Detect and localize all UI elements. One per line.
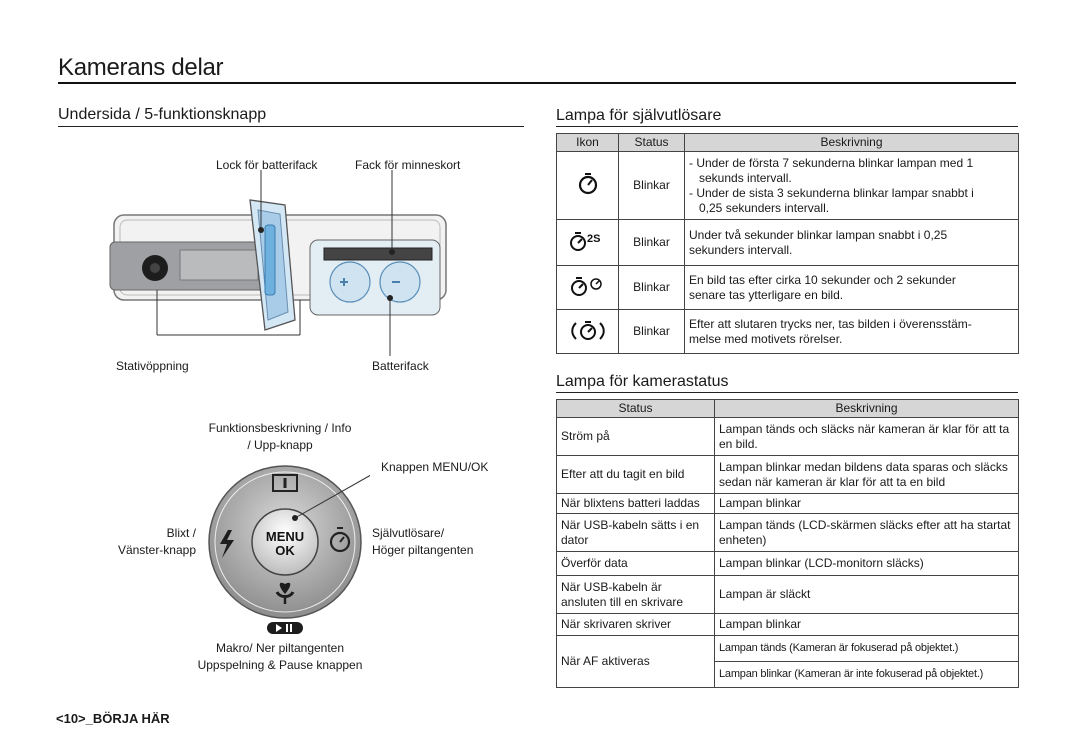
label-self-timer: Självutlösare/ bbox=[372, 526, 445, 540]
play-pause-button bbox=[267, 622, 303, 634]
description-cell: Lampan tänds och släcks när kameran är klar för att ta en bild. bbox=[715, 418, 1019, 456]
self-timer-2s-icon bbox=[557, 220, 619, 266]
label-playback: Uppspelning & Pause knappen bbox=[197, 658, 363, 672]
description-cell: En bild tas efter cirka 10 sekunder och 2 sekunder senare tas ytterligare en bild. bbox=[685, 266, 1019, 310]
status-cell: Överför data bbox=[557, 552, 715, 576]
status-cell: Blinkar bbox=[619, 266, 685, 310]
description-cell: Under två sekunder blinkar lampan snabbt i 0,25 sekunders intervall. bbox=[685, 220, 1019, 266]
description-cell: Lampan blinkar (LCD-monitorn släcks) bbox=[715, 552, 1019, 576]
status-cell: Efter att du tagit en bild bbox=[557, 456, 715, 494]
section-rule-left bbox=[58, 126, 524, 127]
label-self-timer-2: Höger piltangenten bbox=[372, 543, 474, 557]
status-cell: När USB-kabeln sätts i en dator bbox=[557, 514, 715, 552]
description-cell: - Under de första 7 sekunderna blinkar lampan med 1 sekunds intervall. - Under de sista 3 sekunderna blinkar lampar snabbt i 0,25 sekunders intervall. bbox=[685, 152, 1019, 220]
label-info-2: / Upp-knapp bbox=[247, 438, 313, 452]
description-cell: Lampan blinkar bbox=[715, 494, 1019, 514]
self-timer-table bbox=[556, 133, 1019, 354]
title-rule bbox=[58, 82, 1016, 84]
status-cell: Ström på bbox=[557, 418, 715, 456]
ok-text: OK bbox=[275, 543, 295, 558]
description-cell: Lampan tänds (LCD-skärmen släcks efter att ha startat enheten) bbox=[715, 514, 1019, 552]
table-row bbox=[557, 552, 1019, 576]
card-slot bbox=[324, 248, 432, 260]
section-title-bottom: Undersida / 5-funktionsknapp bbox=[58, 106, 267, 123]
page-title: Kamerans delar bbox=[58, 54, 224, 81]
status-cell: När blixtens batteri laddas bbox=[557, 494, 715, 514]
section-title-camera-status: Lampa för kamerastatus bbox=[556, 373, 729, 390]
label-card-slot: Fack för minneskort bbox=[355, 158, 461, 172]
table-row bbox=[557, 514, 1019, 552]
menu-text: MENU bbox=[265, 529, 305, 544]
label-tripod: Stativöppning bbox=[116, 359, 189, 373]
table-row bbox=[557, 310, 1019, 354]
table-row bbox=[557, 266, 1019, 310]
label-menu-ok: Knappen MENU/OK bbox=[381, 460, 489, 474]
header-status: Status bbox=[557, 400, 715, 418]
svg-text:2S: 2S bbox=[586, 232, 600, 245]
camera-bottom-illustration bbox=[100, 170, 460, 360]
description-cell: Lampan är släckt bbox=[715, 576, 1019, 614]
label-info: Funktionsbeskrivning / Info bbox=[208, 421, 352, 435]
status-cell: När skrivaren skriver bbox=[557, 614, 715, 636]
table-row bbox=[557, 456, 1019, 494]
section-rule-camera-status bbox=[556, 392, 1018, 393]
page-footer: <10>_BÖRJA HÄR bbox=[56, 711, 170, 726]
description-cell: Efter att slutaren trycks ner, tas bilden i överensstäm- melse med motivets rörelser. bbox=[685, 310, 1019, 354]
menu-ok-button-label bbox=[254, 530, 316, 558]
status-cell: Blinkar bbox=[619, 220, 685, 266]
header-status: Status bbox=[619, 134, 685, 152]
table-row bbox=[557, 576, 1019, 614]
camera-status-table bbox=[556, 399, 1019, 688]
status-cell: När USB-kabeln är ansluten till en skrivare bbox=[557, 576, 715, 614]
label-flash-2: Vänster-knapp bbox=[117, 543, 196, 557]
description-cell: Lampan blinkar medan bildens data sparas och släcks sedan när kameran är klar för att ta en bild bbox=[715, 456, 1019, 494]
status-cell: Blinkar bbox=[619, 310, 685, 354]
table-row bbox=[557, 152, 1019, 220]
description-cell: Lampan blinkar (Kameran är inte fokuserad på objektet.) bbox=[715, 662, 1019, 688]
header-description: Beskrivning bbox=[685, 134, 1019, 152]
battery-lock-latch bbox=[265, 225, 275, 295]
description-cell: Lampan tänds (Kameran är fokuserad på objektet.) bbox=[715, 636, 1019, 662]
table-row bbox=[557, 220, 1019, 266]
motion-timer-icon bbox=[557, 310, 619, 354]
self-timer-10s-icon bbox=[557, 152, 619, 220]
status-cell: Blinkar bbox=[619, 152, 685, 220]
header-description: Beskrivning bbox=[715, 400, 1019, 418]
label-battery-lock: Lock för batterifack bbox=[216, 158, 318, 172]
table-row bbox=[557, 494, 1019, 514]
double-self-timer-icon bbox=[557, 266, 619, 310]
table-row bbox=[557, 614, 1019, 636]
status-cell: När AF aktiveras bbox=[557, 636, 715, 688]
header-icon: Ikon bbox=[557, 134, 619, 152]
description-cell: Lampan blinkar bbox=[715, 614, 1019, 636]
battery-cell bbox=[330, 262, 370, 302]
label-battery: Batterifack bbox=[372, 359, 429, 373]
section-title-self-timer: Lampa för självutlösare bbox=[556, 107, 722, 124]
label-flash: Blixt / bbox=[166, 526, 196, 540]
section-rule-self-timer bbox=[556, 126, 1018, 127]
label-macro: Makro/ Ner piltangenten bbox=[215, 641, 345, 655]
table-row bbox=[557, 636, 1019, 662]
table-row bbox=[557, 418, 1019, 456]
